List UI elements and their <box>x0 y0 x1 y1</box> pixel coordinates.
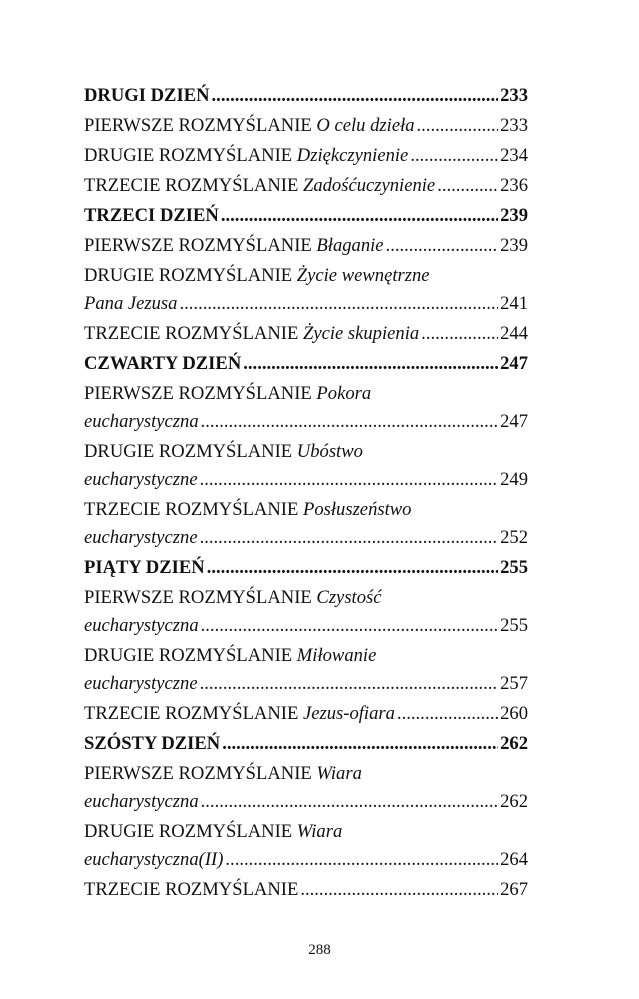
toc-leader-dots <box>219 204 498 228</box>
toc-title <box>84 732 220 756</box>
toc-heading-text: PIĄTY DZIEŃ <box>84 557 205 578</box>
toc-heading-text: DRUGI DZIEŃ <box>84 85 210 106</box>
toc-title <box>84 410 199 434</box>
toc-leader-dots <box>395 702 498 726</box>
toc-continuation-text: eucharystyczne <box>84 673 198 694</box>
toc-row <box>84 352 528 376</box>
toc-page-number: 234 <box>500 145 528 166</box>
toc-title-line <box>84 264 528 288</box>
toc-entry <box>84 382 528 434</box>
toc-page-number: 233 <box>500 115 528 136</box>
toc-leader-dots <box>419 322 498 346</box>
toc-subtitle-text: O celu dzieła <box>316 115 415 136</box>
toc-title <box>84 352 241 376</box>
toc-entry <box>84 644 528 696</box>
toc-title <box>84 322 419 346</box>
toc-row <box>84 848 528 872</box>
toc-title-line <box>84 644 528 668</box>
toc-continuation-text: Pana Jezusa <box>84 293 178 314</box>
toc-continuation-text: eucharystyczna <box>84 791 199 812</box>
toc-title <box>84 556 205 580</box>
toc-title-text: PIERWSZE ROZMYŚLANIE <box>84 383 317 404</box>
toc-title-text: DRUGIE ROZMYŚLANIE <box>84 821 297 842</box>
toc-title-text: PIERWSZE ROZMYŚLANIE <box>84 235 317 256</box>
toc-title-text: TRZECIE ROZMYŚLANIE <box>84 879 299 900</box>
toc-title <box>84 468 198 492</box>
toc-entry <box>84 702 528 726</box>
toc-row <box>84 84 528 108</box>
toc-leader-dots <box>210 84 499 108</box>
toc-leader-dots <box>241 352 498 376</box>
toc-heading-text: SZÓSTY DZIEŃ <box>84 733 221 754</box>
toc-page-number: 239 <box>500 205 528 226</box>
toc-page-number: 236 <box>500 175 528 196</box>
toc-row <box>84 556 528 580</box>
toc-day-heading <box>84 556 528 580</box>
toc-page-number: 239 <box>500 235 528 256</box>
toc-subtitle-text: Czystość <box>316 587 382 608</box>
toc-row <box>84 114 528 138</box>
toc-subtitle-text: Zadośćuczynienie <box>302 175 436 196</box>
toc-leader-dots <box>220 732 498 756</box>
toc-day-heading <box>84 732 528 756</box>
toc-page-number: 264 <box>500 849 528 870</box>
toc-leader-dots <box>198 468 499 492</box>
toc-row <box>84 234 528 258</box>
toc-subtitle-text: Dziękczynienie <box>296 145 409 166</box>
toc-page-number: 267 <box>500 879 528 900</box>
toc-title <box>84 292 177 316</box>
toc-subtitle-text: Posłuszeństwo <box>302 499 412 520</box>
toc-title-text: PIERWSZE ROZMYŚLANIE <box>84 115 317 136</box>
toc-leader-dots <box>435 174 498 198</box>
toc-title <box>84 672 198 696</box>
toc-leader-dots <box>384 234 499 258</box>
toc-row <box>84 614 528 638</box>
toc-title-line <box>84 586 528 610</box>
toc-entry <box>84 234 528 258</box>
toc-day-heading <box>84 84 528 108</box>
toc-row <box>84 672 528 696</box>
toc-leader-dots <box>198 672 499 696</box>
toc-leader-dots <box>298 878 498 902</box>
toc-entry <box>84 878 528 902</box>
toc-title <box>84 526 198 550</box>
toc-title-text: PIERWSZE ROZMYŚLANIE <box>84 587 317 608</box>
toc-continuation-text: eucharystyczne <box>84 527 198 548</box>
toc-page-number: 247 <box>500 353 528 374</box>
toc-title <box>84 848 223 872</box>
toc-page-number: 262 <box>500 733 528 754</box>
toc-title <box>84 234 384 258</box>
toc-day-heading <box>84 204 528 228</box>
toc-title <box>84 878 298 902</box>
toc-row <box>84 790 528 814</box>
toc-row <box>84 878 528 902</box>
toc-row <box>84 174 528 198</box>
toc-continuation-text: eucharystyczne <box>84 469 198 490</box>
toc-title <box>84 702 395 726</box>
toc-entry <box>84 498 528 550</box>
toc-subtitle-text: Życie skupienia <box>302 323 420 344</box>
toc-leader-dots <box>205 556 498 580</box>
toc-heading-text: CZWARTY DZIEŃ <box>84 353 242 374</box>
toc-entry <box>84 820 528 872</box>
toc-page-number: 249 <box>500 469 528 490</box>
toc-subtitle-text: Wiara <box>296 821 343 842</box>
toc-subtitle-text: Pokora <box>316 383 372 404</box>
toc-page-number: 260 <box>500 703 528 724</box>
toc-title-text: TRZECIE ROZMYŚLANIE <box>84 175 303 196</box>
toc-subtitle-text: Życie wewnętrzne <box>296 265 430 286</box>
toc-row <box>84 292 528 316</box>
toc-title-text: DRUGIE ROZMYŚLANIE <box>84 145 297 166</box>
toc-row <box>84 732 528 756</box>
table-of-contents <box>84 84 528 908</box>
toc-title-line <box>84 498 528 522</box>
toc-leader-dots <box>199 790 498 814</box>
toc-page-number: 252 <box>500 527 528 548</box>
toc-title <box>84 614 199 638</box>
toc-row <box>84 468 528 492</box>
toc-page-number: 255 <box>500 557 528 578</box>
toc-row <box>84 410 528 434</box>
toc-title-text: DRUGIE ROZMYŚLANIE <box>84 441 297 462</box>
page-number: 288 <box>308 942 331 958</box>
toc-entry <box>84 114 528 138</box>
toc-title <box>84 204 219 228</box>
toc-leader-dots <box>223 848 498 872</box>
toc-leader-dots <box>199 410 498 434</box>
toc-continuation-text: eucharystyczna <box>84 411 199 432</box>
toc-page-number: 233 <box>500 85 528 106</box>
toc-day-heading <box>84 352 528 376</box>
toc-subtitle-text: Jezus-ofiara <box>302 703 395 724</box>
toc-row <box>84 702 528 726</box>
toc-page-number: 247 <box>500 411 528 432</box>
toc-page-number: 255 <box>500 615 528 636</box>
toc-title-line <box>84 382 528 406</box>
toc-subtitle-text: Miłowanie <box>296 645 377 666</box>
toc-subtitle-text: Wiara <box>316 763 362 784</box>
toc-page-number: 241 <box>500 293 528 314</box>
toc-entry <box>84 586 528 638</box>
toc-title <box>84 174 435 198</box>
toc-entry <box>84 264 528 316</box>
toc-leader-dots <box>177 292 498 316</box>
toc-title <box>84 790 199 814</box>
toc-title-text: TRZECIE ROZMYŚLANIE <box>84 703 303 724</box>
toc-page-number: 244 <box>500 323 528 344</box>
toc-continuation-text: eucharystyczna <box>84 615 199 636</box>
toc-title-text: DRUGIE ROZMYŚLANIE <box>84 645 297 666</box>
toc-leader-dots <box>199 614 498 638</box>
toc-title-text: PIERWSZE ROZMYŚLANIE <box>84 763 317 784</box>
toc-page-number: 262 <box>500 791 528 812</box>
toc-subtitle-text: Ubóstwo <box>296 441 363 462</box>
toc-entry <box>84 144 528 168</box>
toc-page-number: 257 <box>500 673 528 694</box>
toc-title-text: DRUGIE ROZMYŚLANIE <box>84 265 297 286</box>
toc-entry <box>84 174 528 198</box>
toc-title-text: TRZECIE ROZMYŚLANIE <box>84 323 303 344</box>
toc-subtitle-text: Błaganie <box>316 235 384 256</box>
toc-title <box>84 114 415 138</box>
toc-title-text: TRZECIE ROZMYŚLANIE <box>84 499 303 520</box>
toc-leader-dots <box>408 144 498 168</box>
toc-continuation-text: eucharystyczna(II) <box>84 849 224 870</box>
toc-leader-dots <box>198 526 499 550</box>
toc-entry <box>84 322 528 346</box>
toc-row <box>84 144 528 168</box>
toc-heading-text: TRZECI DZIEŃ <box>84 205 219 226</box>
toc-title <box>84 84 210 108</box>
toc-title <box>84 144 408 168</box>
toc-entry <box>84 762 528 814</box>
toc-row <box>84 204 528 228</box>
toc-row <box>84 322 528 346</box>
toc-title-line <box>84 820 528 844</box>
toc-leader-dots <box>415 114 499 138</box>
toc-title-line <box>84 762 528 786</box>
toc-title-line <box>84 440 528 464</box>
toc-row <box>84 526 528 550</box>
toc-entry <box>84 440 528 492</box>
